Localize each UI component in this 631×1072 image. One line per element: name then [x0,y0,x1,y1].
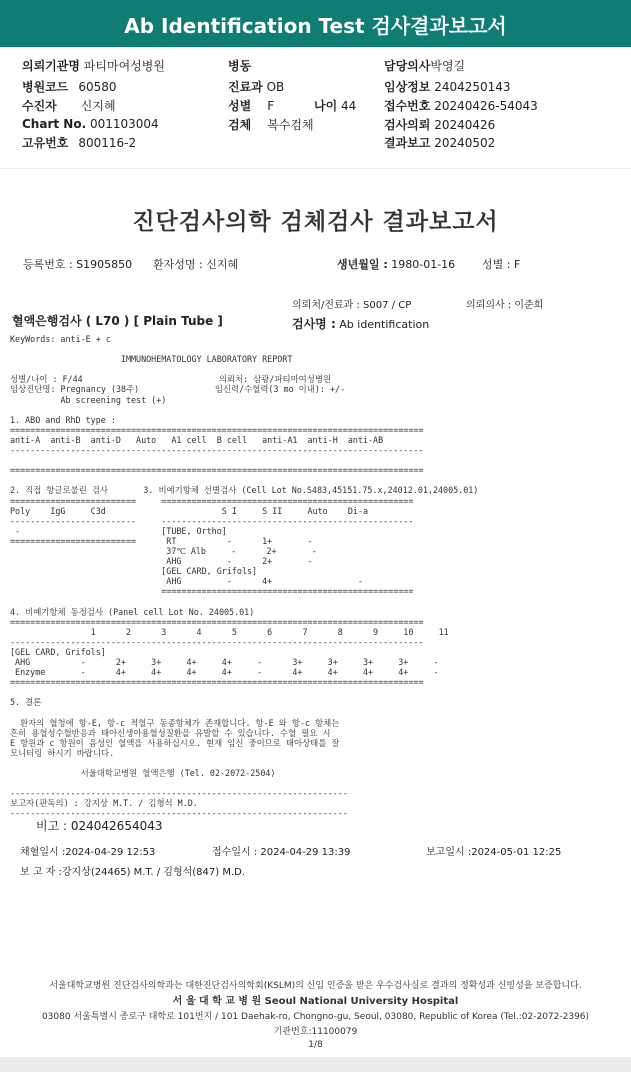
institution-code: 기관번호:11100079 [273,1027,358,1037]
hospital-name: 서 울 대 학 교 병 원 Seoul National University Hospital [172,996,459,1007]
report-time: 보고일시 :2024-05-01 12:25 [426,847,562,858]
patient-row: 수진자 신지혜 [22,99,116,113]
hospital-address: 03080 서울특별시 종로구 대학로 101번지 / 101 Daehak-ro, Chongno-gu, Seoul, 03080, Republic of Korea (Tel.:02-2072-2396) [41,1012,590,1022]
report-banner: Ab Identification Test 검사결과보고서 [0,0,631,47]
remark: 비고 : 024042654043 [36,819,163,833]
age-row: 나이 44 [314,99,357,113]
dept-row: 진료과 OB [228,80,285,94]
unique-no-row: 고유번호 800116-2 [22,136,137,150]
doctor-row: 담당의사박영길 [384,59,466,73]
report-date-row: 결과보고 20240502 [384,136,496,150]
test-name: 검사명 : Ab identification [292,317,430,331]
registration-number: 등록번호 : S1905850 [23,258,133,271]
patient-name: 환자성명 : 신지혜 [153,258,239,271]
institution-row: 의뢰기관명 파티마여성병원 [22,59,165,73]
report-title: 진단검사의학 검체검사 결과보고서 [132,209,499,235]
sex-row: 성별 F [228,99,275,113]
receipt-time: 접수일시 : 2024-04-29 13:39 [212,847,351,858]
birth-date: 생년월일 : 1980-01-16 [337,258,456,271]
specimen-row: 검체 복수검체 [228,118,314,132]
accreditation-note: 서울대학교병원 진단검사의학과는 대한진단검사의학회(KSLM)의 신임 인증을 받은 우수검사실로 결과의 정확성과 신빙성을 보증합니다. [49,981,582,991]
page-number: 1/8 [308,1040,323,1050]
ward-label: 병동 [228,59,252,73]
report-sex: 성별 : F [482,258,521,271]
referral-doctor: 의뢰의사 : 이준희 [466,300,544,311]
report-page [0,169,631,1057]
request-date-row: 검사의뢰 20240426 [384,118,496,132]
reporter: 보 고 자 :강지상(24465) M.T. / 김형석(847) M.D. [20,867,246,878]
chart-no-row: Chart No. 001103004 [22,117,159,131]
patient-header [0,48,631,168]
lab-report-body: KeyWords: anti-E + c IMMUNOHEMATOLOGY LABORATORY REPORT 성별/나이 : F/44 의뢰처: 삼광/파티마여성병원 임상진단명: Pregnancy (38주) 임신력/수혈력(3 mo 이내): +/- Ab screening test (+) 1. ABO and RhD type : ================================================================================== anti-A anti-B anti-D Auto A1 cell B cell anti-A1 anti-H anti-AB ---------------------------------------------------------------------------------- ================================================================================== 2. 직접 항글로불린 검사 3. 비예기항체 선별검사 (Cell Lot No.S483,45151.75.x,24012.01,24005.01) ========================= ================================================== Poly IgG C3d S I S II Auto Di-a ------------------------- -------------------------------------------------- - [TUBE, Ortho] ========================= RT - 1+ - 37℃ Alb - 2+ - AHG - 2+ - [GEL CARD, Grifols] AHG - 4+ - ================================================== 4. 비예기항체 동정검사 (Panel cell Lot No. 24005.01) ================================================================================== 1 2 3 4 5 6 7 8 9 10 11 ---------------------------------------------------------------------------------- [GEL CARD, Grifols] AHG - 2+ 3+ 4+ 4+ - 3+ 3+ 3+ 3+ - Enzyme - 4+ 4+ 4+ 4+ - 4+ 4+ 4+ 4+ - ================================================================================== 5. 결론 환자의 혈청에 항-E, 항-c 적혈구 동종항체가 존재합니다. 항-E 와 항-c 항체는 흔히 용혈성수혈반응과 태아신생아용혈성질환을 유발할 수 있습니다. 수혈 필요 시 E 항원과 c 항원이 음성인 혈액을 사용하십시오. 현재 임신 중이므로 태아상태를 잘 모니터링 하시기 바랍니다. 서울대학교병원 혈액은행 (Tel. 02-2072-2504) ------------------------------------------------------------------- 보고자(판독의) : 강지상 M.T. / 김형석 M.D. ------------------------------------------------------------------- [10,334,479,819]
receipt-no-row: 접수번호 20240426-54043 [384,99,538,113]
collection-time: 채혈일시 :2024-04-29 12:53 [20,847,156,858]
clinical-info-row: 임상정보 2404250143 [384,80,511,94]
test-title: 혈액은행검사 ( L70 ) [ Plain Tube ] [12,314,223,328]
hospital-code-row: 병원코드 60580 [22,80,117,94]
referral-dept: 의뢰처/진료과 : S007 / CP [292,300,412,311]
